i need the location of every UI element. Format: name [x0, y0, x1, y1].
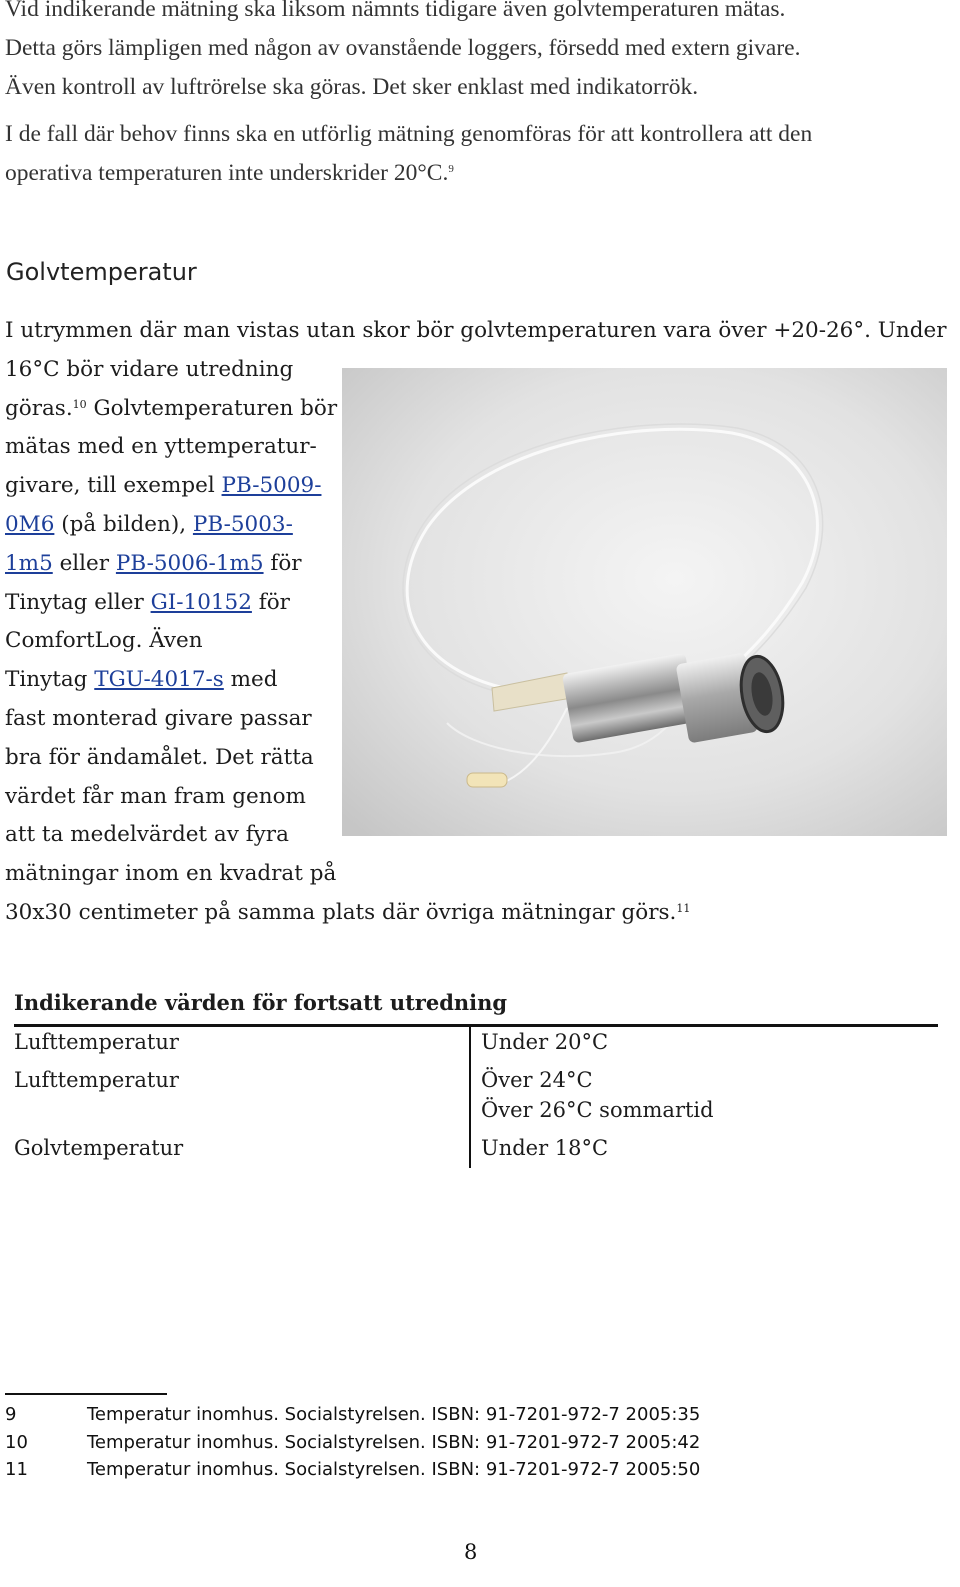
body-text-span: Tinytag eller	[5, 589, 151, 615]
body-line: ComfortLog. Även	[5, 628, 203, 654]
intro-line: Även kontroll av luftrörelse ska göras. Det sker enklast med indikatorrök.	[5, 74, 699, 100]
page-number: 8	[464, 1540, 478, 1564]
product-link-gi-10152[interactable]: GI-10152	[150, 589, 252, 615]
intro-line: I de fall där behov finns ska en utförlig mätning genomföras för att kontrollera att den	[5, 121, 813, 147]
temperature-probe-photo	[342, 368, 947, 836]
table-row-value: Under 18°C	[481, 1136, 609, 1160]
footnote-number: 10	[5, 1432, 28, 1453]
photo-background	[342, 368, 947, 836]
footnote-ref-10[interactable]: 10	[72, 397, 87, 411]
body-line: I utrymmen där man vistas utan skor bör golvtemperaturen vara över +20-26°. Under	[5, 318, 947, 343]
product-link-pb-5003-1m5[interactable]: 1m5	[5, 550, 53, 576]
footnote-ref-9[interactable]: 9	[448, 163, 454, 175]
intro-paragraph-2	[5, 115, 955, 193]
table-row-value: Över 26°C sommartid	[481, 1098, 714, 1122]
footnote-9	[5, 1404, 700, 1425]
product-link-pb-5003-1m5[interactable]: PB-5003-	[192, 511, 293, 537]
footnote-number: 11	[5, 1459, 28, 1480]
intro-line: Detta görs lämpligen med någon av ovanstående loggers, försedd med extern givare.	[5, 35, 801, 61]
body-text-span: (på bilden),	[54, 511, 193, 537]
body-text-span: eller	[52, 550, 116, 576]
intro-paragraph-1	[5, 0, 955, 107]
footnote-number: 9	[5, 1404, 17, 1425]
table-row-label: Lufttemperatur	[14, 1030, 179, 1054]
table-rule	[14, 1024, 938, 1027]
body-text-span: Tinytag	[5, 667, 95, 693]
footnote-separator	[5, 1393, 167, 1395]
footnote-text: Temperatur inomhus. Socialstyrelsen. ISBN: 91-7201-972-7 2005:42	[87, 1432, 701, 1453]
section-heading: Golvtemperatur	[6, 258, 197, 286]
body-line: 16°C bör vidare utredning	[5, 356, 294, 382]
footnote-text: Temperatur inomhus. Socialstyrelsen. ISBN: 91-7201-972-7 2005:35	[87, 1404, 701, 1425]
table-row-value: Över 24°C	[481, 1068, 593, 1092]
body-text-span: göras.	[5, 395, 73, 421]
body-line	[5, 894, 947, 933]
footnote-11	[5, 1459, 700, 1480]
table-row-label: Lufttemperatur	[14, 1068, 179, 1092]
intro-text	[5, 0, 955, 193]
product-link-tgu-4017-s[interactable]: TGU-4017-s	[94, 667, 224, 693]
body-line: mätningar inom en kvadrat på	[5, 861, 337, 887]
body-text-span: givare, till exempel	[5, 473, 222, 499]
footnote-text: Temperatur inomhus. Socialstyrelsen. ISBN: 91-7201-972-7 2005:50	[87, 1459, 701, 1480]
body-line: bra för ändamålet. Det rätta	[5, 744, 314, 770]
body-line: fast monterad givare passar	[5, 705, 312, 731]
table-row-label: Golvtemperatur	[14, 1136, 184, 1160]
product-link-pb-5006-1m5[interactable]: PB-5006-1m5	[115, 550, 264, 576]
body-line: att ta medelvärdet av fyra	[5, 822, 289, 848]
body-line: mätas med en yttemperatur-	[5, 434, 317, 460]
table-divider	[469, 1026, 471, 1168]
body-text-span: för	[263, 550, 302, 576]
intro-line: Vid indikerande mätning ska liksom nämnts tidigare även golvtemperaturen mätas.	[5, 0, 786, 22]
footnote-10	[5, 1432, 700, 1453]
body-text-span: med	[223, 667, 278, 693]
product-link-pb-5009-0m6[interactable]: 0M6	[5, 511, 55, 537]
body-text-span: 30x30 centimeter på samma plats där övriga mätningar görs.	[5, 899, 677, 925]
footnote-ref-11[interactable]: 11	[676, 901, 691, 915]
table-title: Indikerande värden för fortsatt utredning	[14, 990, 508, 1015]
product-link-pb-5009-0m6[interactable]: PB-5009-	[221, 473, 322, 499]
table-row-value: Under 20°C	[481, 1030, 609, 1054]
body-text-span: Golvtemperaturen bör	[86, 395, 338, 421]
intro-line: operativa temperaturen inte underskrider 20°C.	[5, 160, 449, 186]
body-line: värdet får man fram genom	[5, 783, 306, 809]
body-text-span: för	[251, 589, 290, 615]
